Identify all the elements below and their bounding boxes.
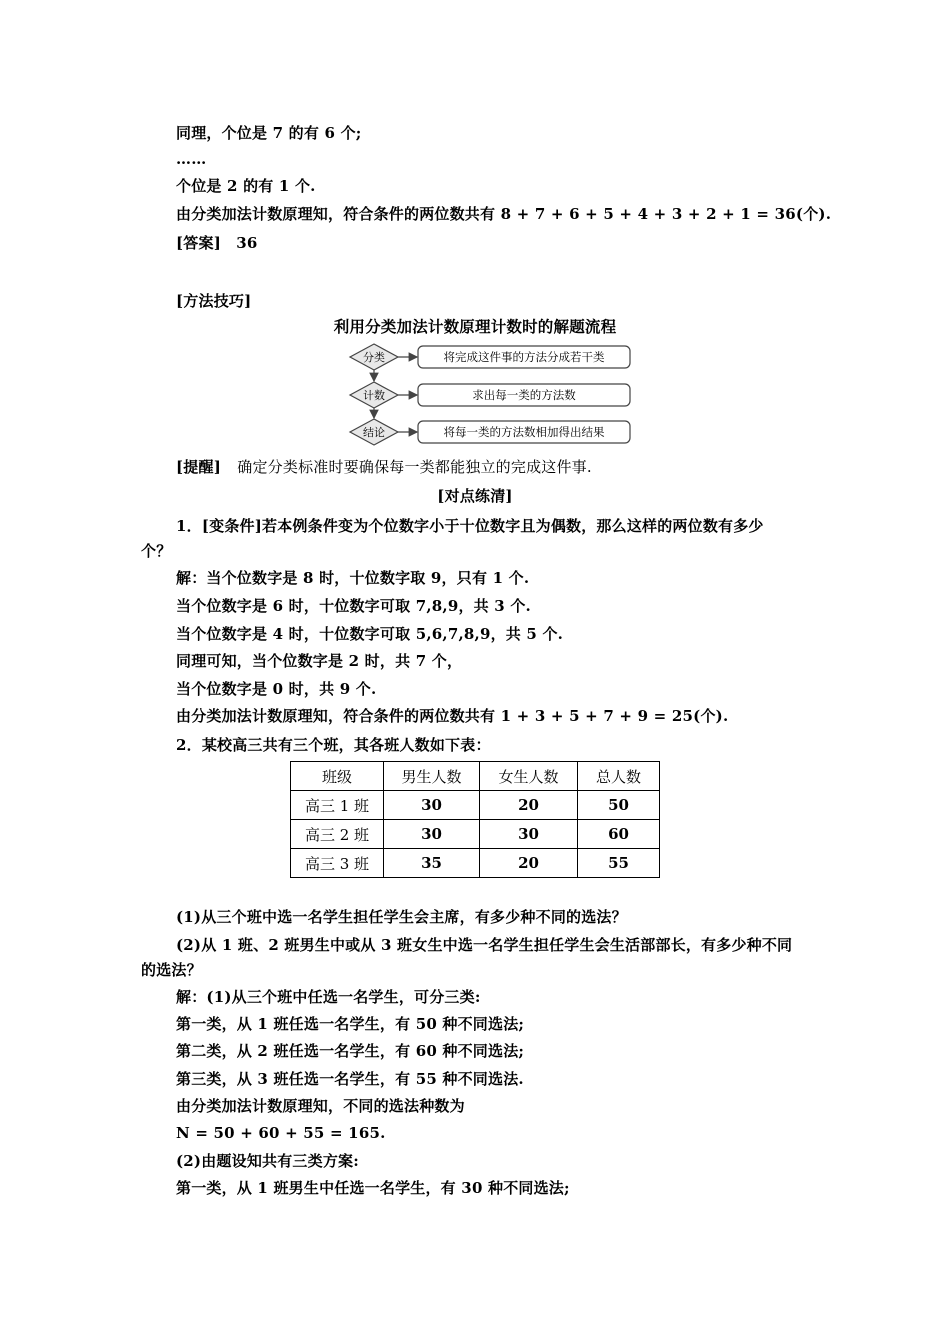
table-cell: 30: [480, 820, 578, 849]
solution-line: 由分类加法计数原理知，不同的选法种数为: [176, 1097, 465, 1115]
question-1-line: 1．[变条件]若本例条件变为个位数字小于十位数字且为偶数，那么这样的两位数有多少: [176, 517, 764, 535]
table-cell: 高三 3 班: [291, 849, 384, 878]
solution-line: (2)由题设知共有三类方案:: [176, 1152, 359, 1170]
solution-line: 第二类，从 2 班任选一名学生，有 60 种不同选法;: [176, 1042, 525, 1060]
practice-heading: [对点练清]: [437, 487, 513, 505]
table-cell: 20: [480, 791, 578, 820]
table-header-cell: 班级: [291, 762, 384, 791]
table-cell: 50: [578, 791, 660, 820]
solution-line: 当个位数字是 4 时，十位数字可取 5,6,7,8,9，共 5 个.: [176, 625, 564, 643]
text-line: 由分类加法计数原理知，符合条件的两位数共有 8 + 7 + 6 + 5 + 4 + 3 + 2 + 1 = 36(个).: [176, 205, 832, 223]
table-row: [291, 820, 660, 849]
ellipsis-line: ……: [176, 150, 207, 168]
table-header-row: [291, 762, 660, 791]
solution-line: 当个位数字是 6 时，十位数字可取 7,8,9，共 3 个.: [176, 597, 531, 615]
method-heading: [方法技巧]: [176, 292, 252, 310]
class-table: [290, 761, 660, 878]
table-row: [291, 791, 660, 820]
formula-line: N = 50 + 60 + 55 = 165.: [176, 1124, 386, 1142]
tip-label: [提醒]: [176, 458, 221, 476]
flow-box-text: 求出每一类的方法数: [472, 388, 576, 402]
tip-line: [176, 456, 592, 478]
flow-box-text: 将完成这件事的方法分成若干类: [443, 350, 605, 364]
table-cell: 20: [480, 849, 578, 878]
solution-line: 同理可知，当个位数字是 2 时，共 7 个，: [176, 652, 463, 670]
question-2-part-1: (1)从三个班中选一名学生担任学生会主席，有多少种不同的选法？: [176, 908, 627, 926]
table-header-cell: 总人数: [578, 762, 660, 791]
table-row: [291, 849, 660, 878]
table-header-cell: 男生人数: [384, 762, 480, 791]
tip-text: 确定分类标准时要确保每一类都能独立的完成这件事.: [237, 458, 592, 476]
solution-line: 第一类，从 1 班男生中任选一名学生，有 30 种不同选法;: [176, 1179, 570, 1197]
table-cell: 30: [384, 791, 480, 820]
flowchart: [348, 340, 638, 450]
question-2-part-2: (2)从 1 班、2 班男生中或从 3 班女生中选一名学生担任学生会生活部部长，有多少种不同: [176, 936, 793, 954]
table-cell: 高三 1 班: [291, 791, 384, 820]
question-1-line: 个？: [141, 542, 172, 560]
flow-tag-label: 结论: [363, 426, 385, 439]
solution-line: 解：(1)从三个班中任选一名学生，可分三类:: [176, 988, 481, 1006]
solution-line: 当个位数字是 0 时，共 9 个.: [176, 680, 377, 698]
text-line: 同理，个位是 7 的有 6 个;: [176, 124, 362, 142]
flow-tag-label: 分类: [363, 351, 385, 364]
table-cell: 55: [578, 849, 660, 878]
text-line: 个位是 2 的有 1 个.: [176, 177, 316, 195]
answer-line: [答案] 36: [176, 234, 258, 252]
table-cell: 30: [384, 820, 480, 849]
question-2-intro: 2．某校高三共有三个班，其各班人数如下表：: [176, 736, 491, 754]
table-cell: 60: [578, 820, 660, 849]
table-cell: 高三 2 班: [291, 820, 384, 849]
solution-line: 第三类，从 3 班任选一名学生，有 55 种不同选法.: [176, 1070, 524, 1088]
solution-line: 解：当个位数字是 8 时，十位数字取 9，只有 1 个.: [176, 569, 530, 587]
question-2-part-2: 的选法？: [141, 961, 202, 979]
table-header-cell: 女生人数: [480, 762, 578, 791]
solution-line: 第一类，从 1 班任选一名学生，有 50 种不同选法;: [176, 1015, 525, 1033]
table-cell: 35: [384, 849, 480, 878]
flow-title: 利用分类加法计数原理计数时的解题流程: [333, 317, 617, 336]
flow-tag-label: 计数: [363, 389, 385, 402]
flow-box-text: 将每一类的方法数相加得出结果: [443, 425, 605, 439]
solution-line: 由分类加法计数原理知，符合条件的两位数共有 1 + 3 + 5 + 7 + 9 = 25(个).: [176, 707, 729, 725]
